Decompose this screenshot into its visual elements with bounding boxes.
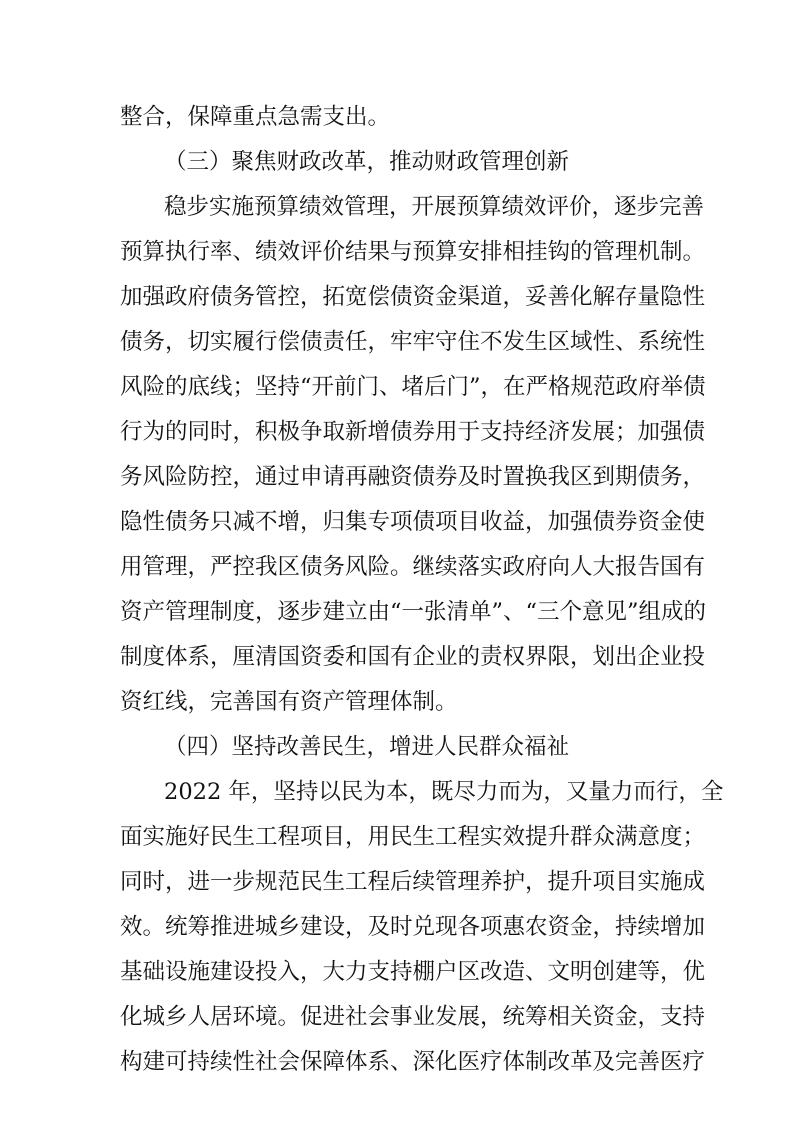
paragraph-line: 2022 年，坚持以民为本，既尽力而为，又量力而行，全 <box>164 779 724 805</box>
paragraph-line: 资产管理制度，逐步建立由“一张清单”、“三个意见”组成的 <box>120 599 707 625</box>
paragraph-line: 预算执行率、绩效评价结果与预算安排相挂钩的管理机制。 <box>120 239 706 265</box>
section-heading: （三）聚焦财政改革，推动财政管理创新 <box>164 149 570 175</box>
paragraph-line: 同时，进一步规范民生工程后续管理养护，提升项目实施成 <box>120 869 706 895</box>
paragraph-line: 面实施好民生工程项目，用民生工程实效提升群众满意度； <box>120 824 706 850</box>
paragraph-line: 用管理，严控我区债务风险。继续落实政府向人大报告国有 <box>120 554 706 580</box>
paragraph-line: 稳步实施预算绩效管理，开展预算绩效评价，逐步完善 <box>164 194 705 220</box>
section-heading: （四）坚持改善民生，增进人民群众福祉 <box>164 734 570 760</box>
paragraph-line: 化城乡人居环境。促进社会事业发展，统筹相关资金，支持 <box>120 1004 706 1030</box>
paragraph-line: 风险的底线；坚持“开前门、堵后门”，在严格规范政府举债 <box>120 374 706 400</box>
paragraph-line: 行为的同时，积极争取新增债券用于支持经济发展；加强债 <box>120 419 706 445</box>
paragraph-line: 隐性债务只减不增，归集专项债项目收益，加强债券资金使 <box>120 509 706 535</box>
paragraph-line: 加强政府债务管控，拓宽偿债资金渠道，妥善化解存量隐性 <box>120 284 706 310</box>
paragraph-line: 制度体系，厘清国资委和国有企业的责权界限，划出企业投 <box>120 644 706 670</box>
paragraph-line: 债务，切实履行偿债责任，牢牢守住不发生区域性、系统性 <box>120 329 706 355</box>
paragraph-line: 效。统筹推进城乡建设，及时兑现各项惠农资金，持续增加 <box>120 914 706 940</box>
paragraph-line: 整合，保障重点急需支出。 <box>120 104 391 130</box>
paragraph-line: 资红线，完善国有资产管理体制。 <box>120 689 458 715</box>
paragraph-line: 构建可持续性社会保障体系、深化医疗体制改革及完善医疗 <box>120 1049 706 1075</box>
paragraph-line: 基础设施建设投入，大力支持棚户区改造、文明创建等，优 <box>120 959 706 985</box>
paragraph-line: 务风险防控，通过申请再融资债券及时置换我区到期债务， <box>120 464 706 490</box>
